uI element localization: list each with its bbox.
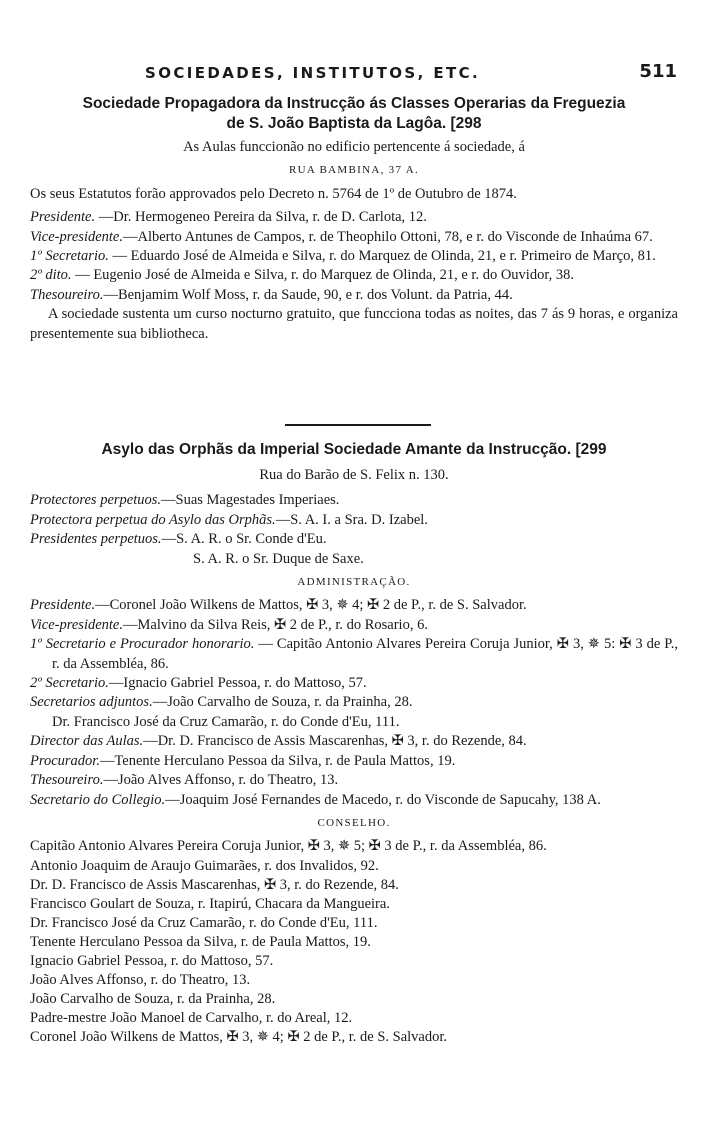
admin-entry xyxy=(30,713,678,732)
officer-role: 1º Secretario. xyxy=(30,248,109,265)
officer-details: —Benjamim Wolf Moss, r. da Saude, 90, e r. dos Volunt. da Patria, 44. xyxy=(103,286,513,303)
admin-role: Secretarios adjuntos. xyxy=(30,694,153,711)
officer-role: 2º dito. xyxy=(30,267,72,284)
officer-entry xyxy=(30,266,678,285)
patron-entry xyxy=(30,530,678,549)
patron-role: Protectora perpetua do Asylo das Orphãs. xyxy=(30,511,276,528)
admin-role: Vice-presidente. xyxy=(30,616,123,633)
admin-entry xyxy=(30,771,678,790)
admin-details: —Malvino da Silva Reis, ✠ 2 de P., r. do Rosario, 6. xyxy=(123,616,428,633)
council-member: Dr. D. Francisco de Assis Mascarenhas, ✠ 3, r. do Rezende, 84. xyxy=(30,876,399,893)
section-sociedade-propagadora xyxy=(30,94,678,344)
patron-continuation: S. A. R. o Sr. Duque de Saxe. xyxy=(193,550,364,567)
classes-location-text: As Aulas funccionão no edificio pertencente á sociedade, á xyxy=(183,139,525,155)
section-title xyxy=(30,94,678,134)
running-title: SOCIEDADES, INSTITUTOS, ETC. xyxy=(145,64,481,82)
admin-details: —Tenente Herculano Pessoa da Silva, r. de Paula Mattos, 19. xyxy=(99,752,456,769)
council-member: Francisco Goulart de Souza, r. Itapirú, Chacara da Mangueira. xyxy=(30,895,390,912)
admin-entry xyxy=(30,635,678,674)
officer-entry xyxy=(30,208,678,227)
admin-role: 2º Secretario. xyxy=(30,675,109,692)
section-title-line-2: de S. João Baptista da Lagôa. [298 xyxy=(226,115,482,132)
admin-entry xyxy=(30,791,678,810)
officer-entry xyxy=(30,286,678,305)
closing-paragraph: A sociedade sustenta um curso nocturno gratuito, que funcciona todas as noites, das 7 ás 9 horas, e organiza presentemente sua bibliotheca. xyxy=(30,306,678,342)
council-member: Dr. Francisco José da Cruz Camarão, r. do Conde d'Eu, 111. xyxy=(30,914,378,931)
admin-role: Thesoureiro. xyxy=(30,772,104,789)
patron-details: —S. A. R. o Sr. Conde d'Eu. xyxy=(161,531,327,548)
admin-entry xyxy=(30,693,678,712)
section-title: Asylo das Orphãs da Imperial Sociedade Amante da Instrucção. [299 xyxy=(101,441,607,458)
statutes-text: Os seus Estatutos forão approvados pelo Decreto n. 5764 de 1º de Outubro de 1874. xyxy=(30,185,517,202)
officer-details: —Alberto Antunes de Campos, r. de Theophilo Ottoni, 78, e r. do Visconde de Inhaúma 67. xyxy=(123,228,653,245)
officer-role: Vice-presidente. xyxy=(30,228,123,245)
officer-details: —Dr. Hermogeneo Pereira da Silva, r. de D. Carlota, 12. xyxy=(95,209,427,226)
council-member: Tenente Herculano Pessoa da Silva, r. de Paula Mattos, 19. xyxy=(30,933,371,950)
section-asylo-das-orphas xyxy=(30,440,678,1047)
officer-details: — Eugenio José de Almeida e Silva, r. do Marquez de Olinda, 21, e r. do Ouvidor, 38. xyxy=(71,267,574,284)
council-member: Coronel João Wilkens de Mattos, ✠ 3, ✵ 4; ✠ 2 de P., r. de S. Salvador. xyxy=(30,1028,448,1045)
officer-role: Thesoureiro. xyxy=(30,286,104,303)
patron-role: Presidentes perpetuos. xyxy=(30,531,162,548)
admin-entry xyxy=(30,596,678,615)
address-line: Rua do Barão de S. Felix n. 130. xyxy=(259,467,449,483)
council-heading: CONSELHO. xyxy=(317,816,391,829)
council-member: João Alves Affonso, r. do Theatro, 13. xyxy=(30,971,251,988)
admin-details: —João Carvalho de Souza, r. da Prainha, 28. xyxy=(152,694,413,711)
admin-entry xyxy=(30,752,678,771)
page-header xyxy=(0,61,715,88)
admin-entry xyxy=(30,674,678,693)
officer-entry xyxy=(30,247,678,266)
patron-role: Protectores perpetuos. xyxy=(30,492,162,509)
patron-details: —S. A. I. a Sra. D. Izabel. xyxy=(275,511,428,528)
admin-entry xyxy=(30,732,678,751)
patron-entry xyxy=(30,511,678,530)
admin-role: Secretario do Collegio. xyxy=(30,791,166,808)
council-member: Ignacio Gabriel Pessoa, r. do Mattoso, 57. xyxy=(30,952,274,969)
council-list xyxy=(30,837,678,1046)
admin-details: —João Alves Affonso, r. do Theatro, 13. xyxy=(103,772,339,789)
admin-role: 1º Secretario e Procurador honorario. xyxy=(30,636,255,653)
section-divider xyxy=(285,424,431,426)
council-member: Antonio Joaquim de Araujo Guimarães, r. dos Invalidos, 92. xyxy=(30,857,379,874)
admin-details: —Dr. D. Francisco de Assis Mascarenhas, ✠ 3, r. do Rezende, 84. xyxy=(143,733,527,750)
section-title-line-1: Sociedade Propagadora da Instrucção ás Classes Operarias da Freguezia xyxy=(82,95,626,112)
admin-details: —Joaquim José Fernandes de Macedo, r. do Visconde de Sapucahy, 138 A. xyxy=(165,791,601,808)
admin-details: —Ignacio Gabriel Pessoa, r. do Mattoso, 57. xyxy=(108,675,367,692)
admin-role: Presidente. xyxy=(30,597,96,614)
admin-details: —Coronel João Wilkens de Mattos, ✠ 3, ✵ 4; ✠ 2 de P., r. de S. Salvador. xyxy=(95,597,527,614)
address-line: RUA BAMBINA, 37 A. xyxy=(288,164,420,177)
admin-details: — Capitão Antonio Alvares Pereira Coruja Junior, ✠ 3, ✵ 5: ✠ 3 de P., r. da Assembléa, 86. xyxy=(52,636,679,672)
page-number: 511 xyxy=(639,61,677,82)
admin-details: Dr. Francisco José da Cruz Camarão, r. do Conde d'Eu, 111. xyxy=(52,713,400,730)
council-member: João Carvalho de Souza, r. da Prainha, 28. xyxy=(30,990,276,1007)
admin-entry xyxy=(30,616,678,635)
officer-entry xyxy=(30,228,678,247)
admin-role: Director das Aulas. xyxy=(30,733,144,750)
admin-role: Procurador. xyxy=(30,752,100,769)
patron-details: —Suas Magestades Imperiaes. xyxy=(161,492,340,509)
officer-role: Presidente. xyxy=(30,209,96,226)
council-member: Capitão Antonio Alvares Pereira Coruja Junior, ✠ 3, ✵ 5; ✠ 3 de P., r. da Assembléa, 86. xyxy=(30,838,547,855)
officer-details: — Eduardo José de Almeida e Silva, r. do Marquez de Olinda, 21, e r. Primeiro de Março, 81. xyxy=(108,248,656,265)
council-member: Padre-mestre João Manoel de Carvalho, r. do Areal, 12. xyxy=(30,1009,353,1026)
patron-entry xyxy=(30,491,678,510)
administration-heading: ADMINISTRAÇÃO. xyxy=(297,576,411,589)
